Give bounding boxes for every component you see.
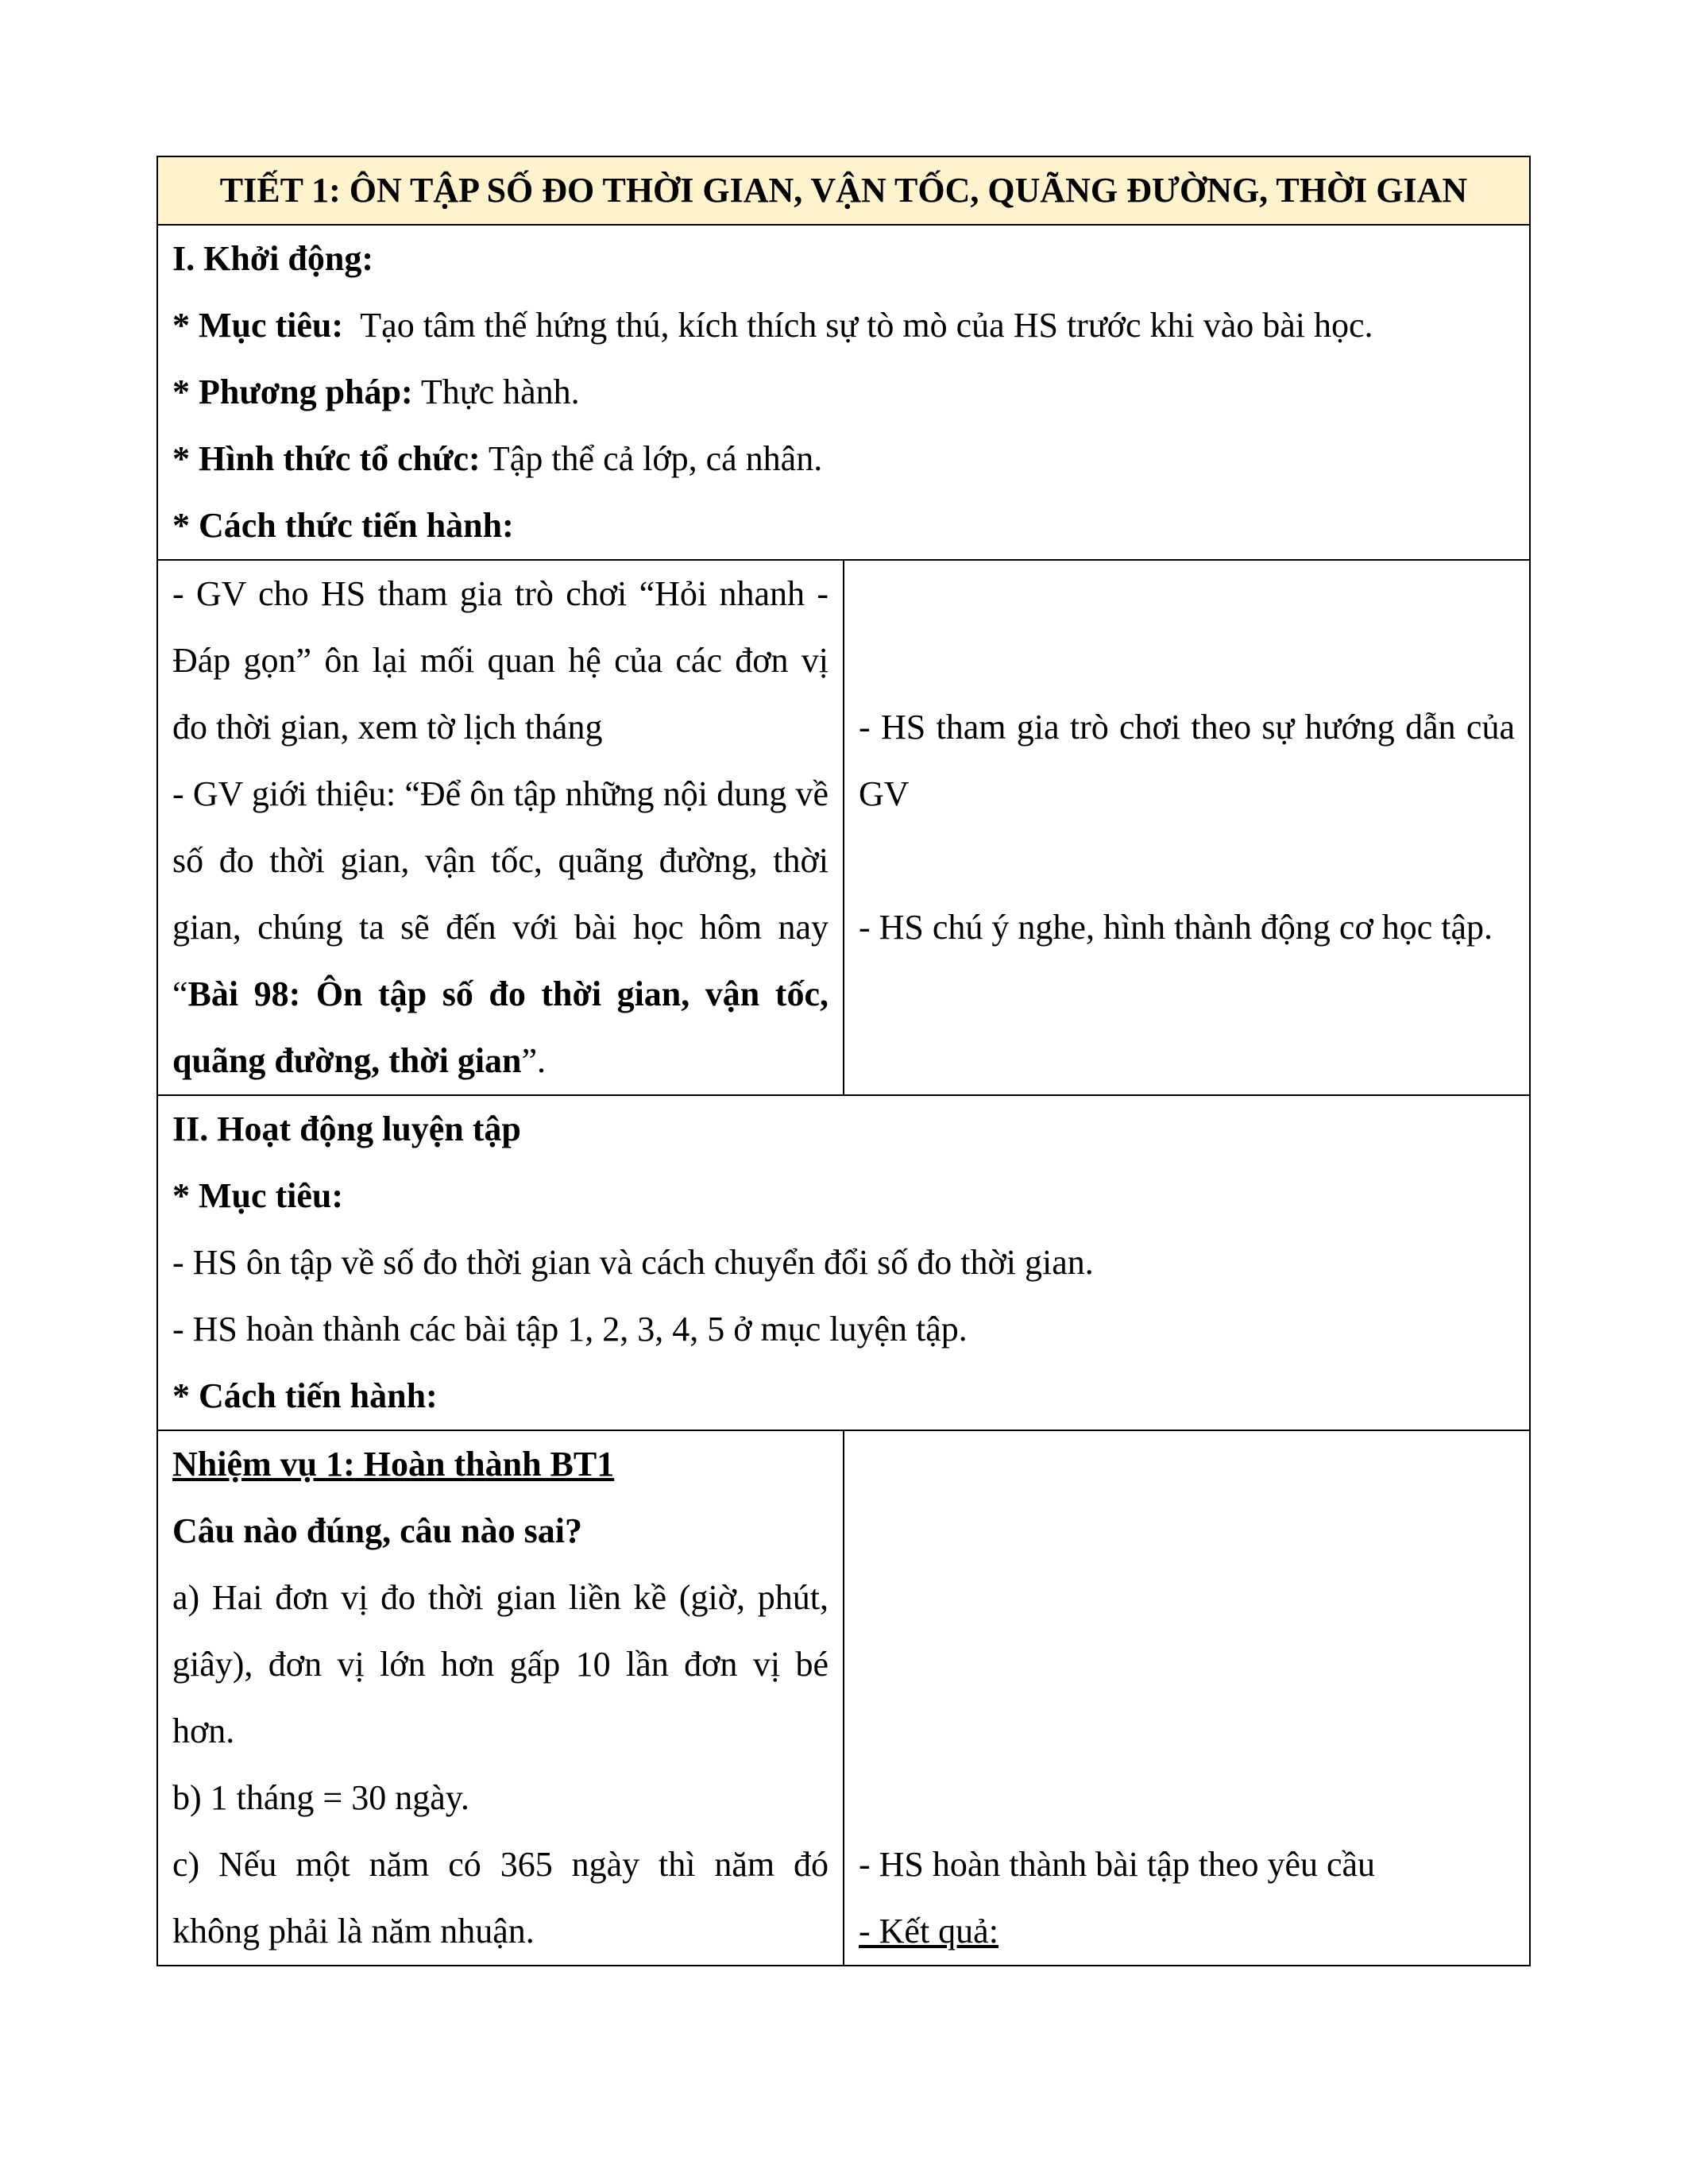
section1-method-text: Thực hành. xyxy=(420,372,580,411)
teacher-activity-2-intro: - GV giới thiệu: “Để ôn tập những nội dung về số đo thời gian, vận tốc, quãng đường, thời gian, chúng ta sẽ đến với bài học hôm nay “ xyxy=(172,774,829,1013)
task-cell xyxy=(157,1430,844,1966)
lesson-plan-table xyxy=(156,156,1531,1966)
student-activity-2: - HS chú ý nghe, hình thành động cơ học tập. xyxy=(859,908,1493,947)
task-item-a: a) Hai đơn vị đo thời gian liền kề (giờ, phút, giây), đơn vị lớn hơn gấp 10 lần đơn vị bé hơn. xyxy=(172,1578,829,1750)
task-question: Câu nào đúng, câu nào sai? xyxy=(172,1511,582,1550)
result-label: - Kết quả: xyxy=(859,1912,999,1951)
section1-procedure-label: * Cách thức tiến hành: xyxy=(172,506,514,545)
section2-heading: II. Hoạt động luyện tập xyxy=(172,1109,521,1148)
section1-form-label: * Hình thức tổ chức: xyxy=(172,439,481,478)
teacher-activity-1: - GV cho HS tham gia trò chơi “Hỏi nhanh - Đáp gọn” ôn lại mối quan hệ của các đơn vị đo thời gian, xem tờ lịch tháng xyxy=(172,574,829,747)
section1-header-row xyxy=(157,225,1530,560)
title-row xyxy=(157,156,1530,225)
task-response-cell xyxy=(844,1430,1530,1966)
section1-heading: I. Khởi động: xyxy=(172,239,373,278)
lesson-name: Bài 98: Ôn tập số đo thời gian, vận tốc, quãng đường, thời gian xyxy=(172,974,829,1080)
section2-task-row xyxy=(157,1430,1530,1966)
section1-objective-label: * Mục tiêu: xyxy=(172,306,344,345)
section1-form-text: Tập thể cả lớp, cá nhân. xyxy=(488,439,823,478)
student-task-text: - HS hoàn thành bài tập theo yêu cầu xyxy=(859,1845,1376,1884)
section2-objective-2: - HS hoàn thành các bài tập 1, 2, 3, 4, 5 ở mục luyện tập. xyxy=(172,1310,968,1349)
task-item-b: b) 1 tháng = 30 ngày. xyxy=(172,1778,469,1817)
section2-objective-1: - HS ôn tập về số đo thời gian và cách chuyển đổi số đo thời gian. xyxy=(172,1243,1094,1282)
student-activity-1: - HS tham gia trò chơi theo sự hướng dẫn của GV xyxy=(859,708,1515,813)
lesson-plan-page xyxy=(156,156,1531,1966)
section1-method xyxy=(172,359,1515,426)
task-item-c: c) Nếu một năm có 365 ngày thì năm đó không phải là năm nhuận. xyxy=(172,1845,829,1951)
section2-header xyxy=(157,1095,1530,1430)
task-title: Nhiệm vụ 1: Hoàn thành BT1 xyxy=(172,1445,615,1484)
student-activity-cell xyxy=(844,560,1530,1095)
section1-form xyxy=(172,426,1515,492)
section2-objective-label: * Mục tiêu: xyxy=(172,1176,344,1215)
teacher-activity-2 xyxy=(172,761,829,1094)
section2-procedure-label: * Cách tiến hành: xyxy=(172,1376,438,1415)
teacher-activity-2-end: ”. xyxy=(521,1041,547,1080)
section1-objective-text: Tạo tâm thế hứng thú, kích thích sự tò mò của HS trước khi vào bài học. xyxy=(360,306,1373,345)
section1-objective xyxy=(172,292,1515,359)
section2-header-row xyxy=(157,1095,1530,1430)
teacher-activity-cell xyxy=(157,560,844,1095)
section1-activity-row xyxy=(157,560,1530,1095)
lesson-title: TIẾT 1: ÔN TẬP SỐ ĐO THỜI GIAN, VẬN TỐC, QUÃNG ĐƯỜNG, THỜI GIAN xyxy=(157,156,1530,225)
section1-header xyxy=(157,225,1530,560)
section1-method-label: * Phương pháp: xyxy=(172,372,413,411)
